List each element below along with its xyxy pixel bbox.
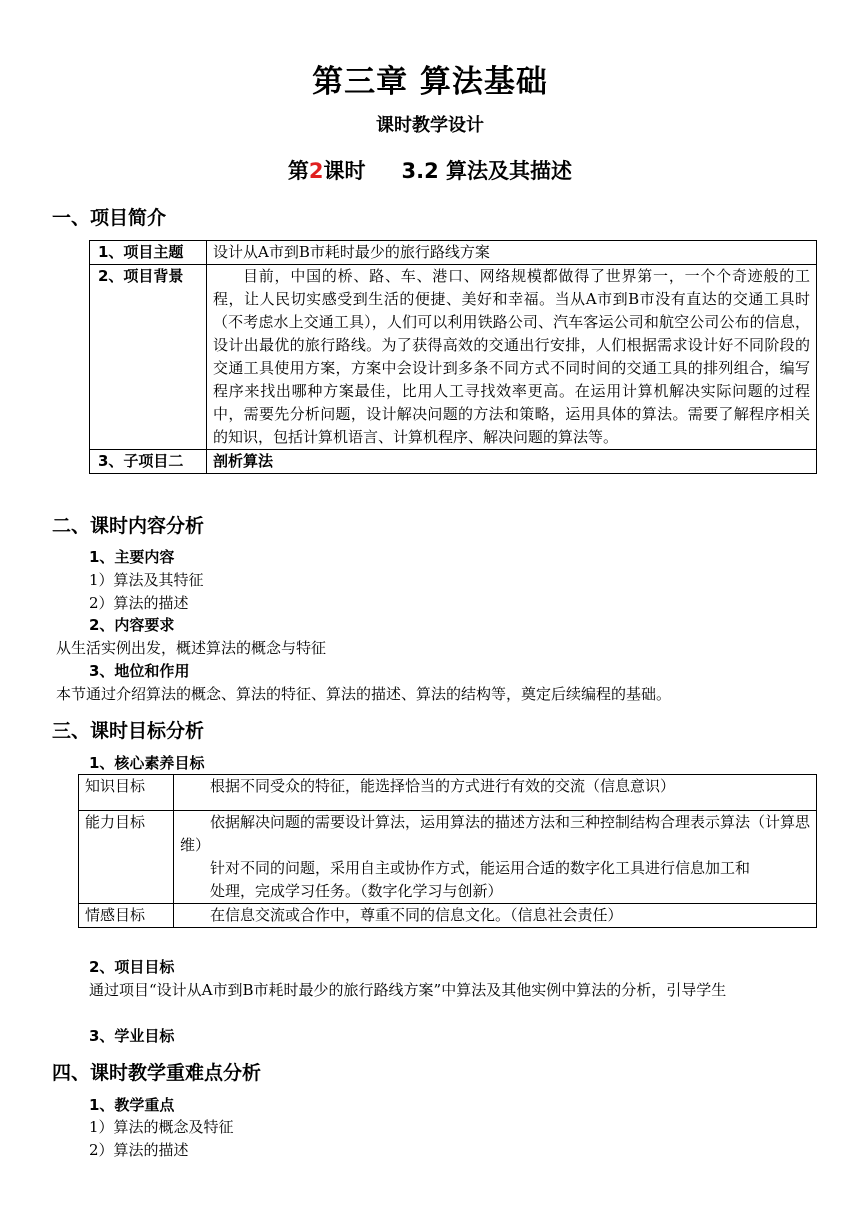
row-value [174,775,817,811]
main-content-heading: 1、主要内容 [89,548,175,566]
row-value: 设计从A市到B市耗时最少的旅行路线方案 [207,241,817,265]
goal-line: 针对不同的问题，采用自主或协作方式，能运用合适的数字化工具进行信息加工和 [210,859,751,877]
lesson-number: 2 [308,159,324,183]
section1-heading: 一、项目简介 [52,207,167,229]
row-value: 剖析算法 [207,450,817,474]
row-key: 1、项目主题 [90,241,207,265]
goal-line: 处理，完成学习任务。（数字化学习与创新） [210,882,503,900]
row-key: 情感目标 [79,904,174,928]
requirement-text: 从生活实例出发，概述算法的概念与特征 [56,639,327,657]
section4-heading: 四、课时教学重难点分析 [52,1062,262,1084]
row-key: 2、项目背景 [90,265,207,450]
list-item: 2）算法的描述 [89,594,189,612]
row-key: 能力目标 [79,811,174,904]
role-heading: 3、地位和作用 [89,662,190,680]
section3-heading: 三、课时目标分析 [52,720,205,742]
project-intro-table [89,240,817,474]
document-subtitle: 课时教学设计 [376,115,484,136]
requirement-heading: 2、内容要求 [89,616,175,634]
project-goal-heading: 2、项目目标 [89,958,175,976]
table-row [90,450,817,474]
table-row [79,811,817,904]
core-literacy-heading: 1、核心素养目标 [89,754,205,772]
table-row [79,775,817,811]
list-item: 1）算法及其特征 [89,571,204,589]
table-row [79,904,817,928]
goal-line: 在信息交流或合作中，尊重不同的信息文化。（信息社会责任） [210,906,623,924]
role-text: 本节通过介绍算法的概念、算法的特征、算法的描述、算法的结构等，奠定后续编程的基础。 [56,685,672,703]
goal-line: 根据不同受众的特征，能选择恰当的方式进行有效的交流（信息意识） [210,777,676,795]
lesson-title [0,155,860,185]
row-key: 3、子项目二 [90,450,207,474]
list-item: 2）算法的描述 [89,1141,189,1159]
goal-line: 依据解决问题的需要设计算法，运用算法的描述方法和三种控制结构合理表示算法（计算思维） [180,813,811,854]
list-item: 1）算法的概念及特征 [89,1118,234,1136]
goals-table [78,774,817,928]
lesson-prefix: 第 [287,159,309,183]
chapter-title: 第三章 算法基础 [312,64,548,100]
academic-goal-heading: 3、学业目标 [89,1027,175,1045]
teaching-key-heading: 1、教学重点 [89,1096,175,1114]
lesson-suffix: 课时 [323,159,366,183]
table-row [90,265,817,450]
row-value [174,904,817,928]
row-key: 知识目标 [79,775,174,811]
table-row [90,241,817,265]
project-goal-text: 通过项目“设计从A市到B市耗时最少的旅行路线方案”中算法及其他实例中算法的分析，引导学生 [89,981,727,999]
row-value [174,811,817,904]
lesson-section: 3.2 算法及其描述 [401,159,573,183]
section2-heading: 二、课时内容分析 [52,515,205,537]
row-value: 目前，中国的桥、路、车、港口、网络规模都做得了世界第一，一个个奇迹般的工程，让人民切实感受到生活的便捷、美好和幸福。当从A市到B市没有直达的交通工具时（不考虑水上交通工具），人们可以利用铁路公司、汽车客运公司和航空公司公布的信息，设计出最优的旅行路线。为了获得高效的交通出行安排，人们根据需求设计好不同阶段的交通工具使用方案，方案中会设计到多条不同方式不同时间的交通工具的排列组合，编写程序来找出哪种方案最佳，比用人工寻找效率更高。在运用计算机解决实际问题的过程中，需要先分析问题，设计解决问题的方法和策略，运用具体的算法。需要了解程序相关的知识，包括计算机语言、计算机程序、解决问题的算法等。 [207,265,817,450]
